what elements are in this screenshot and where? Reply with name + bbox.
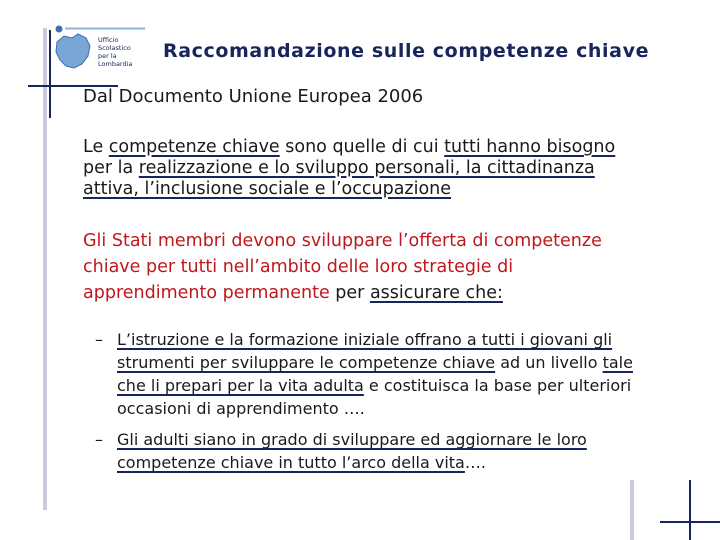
paragraph-line: Le competenze chiave sono quelle di cui tutti hanno bisogno (83, 137, 616, 157)
svg-text:per la: per la (98, 52, 117, 60)
paragraph-line: Gli Stati membri devono sviluppare l’offerta di competenze (83, 231, 602, 251)
underlined-text: competenze chiave (108, 137, 280, 157)
underlined-text: tutti hanno bisogno (444, 137, 616, 157)
underlined-text: assicurare che: (369, 283, 503, 303)
office-logo (52, 22, 150, 72)
svg-text:Ufficio: Ufficio (98, 36, 119, 44)
paragraph-line: apprendimento permanente per assicurare che: (83, 283, 503, 303)
dash-marker: – (95, 330, 103, 349)
paragraph-line: per la realizzazione e lo sviluppo personali, la cittadinanza (83, 158, 595, 178)
bullet-list (95, 328, 633, 482)
list-item: – L’istruzione e la formazione iniziale offrano a tutti i giovani gli strumenti per sviluppare le competenze chiave ad un livello tale che li prepari per la vita adulta e costituisca la base per ulteriori occasioni di apprendimento …. (95, 330, 633, 418)
underlined-text: realizzazione e lo sviluppo personali, la cittadinanza (138, 158, 595, 178)
slide-subtitle: Dal Documento Unione Europea 2006 (83, 86, 424, 107)
svg-text:Scolastico: Scolastico (98, 44, 131, 52)
paragraph-line: chiave per tutti nell’ambito delle loro strategie di (83, 257, 514, 277)
member-states-paragraph (83, 228, 602, 306)
list-item: – Gli adulti siano in grado di sviluppare ed aggiornare le loro competenze chiave in tutto l’arco della vita…. (95, 430, 587, 472)
slide-title: Raccomandazione sulle competenze chiave (163, 40, 650, 62)
paragraph-line: attiva, l’inclusione sociale e l’occupazione (83, 179, 452, 199)
dash-marker: – (95, 430, 103, 449)
svg-text:Lombardia: Lombardia (98, 60, 133, 68)
definition-paragraph (83, 137, 615, 200)
